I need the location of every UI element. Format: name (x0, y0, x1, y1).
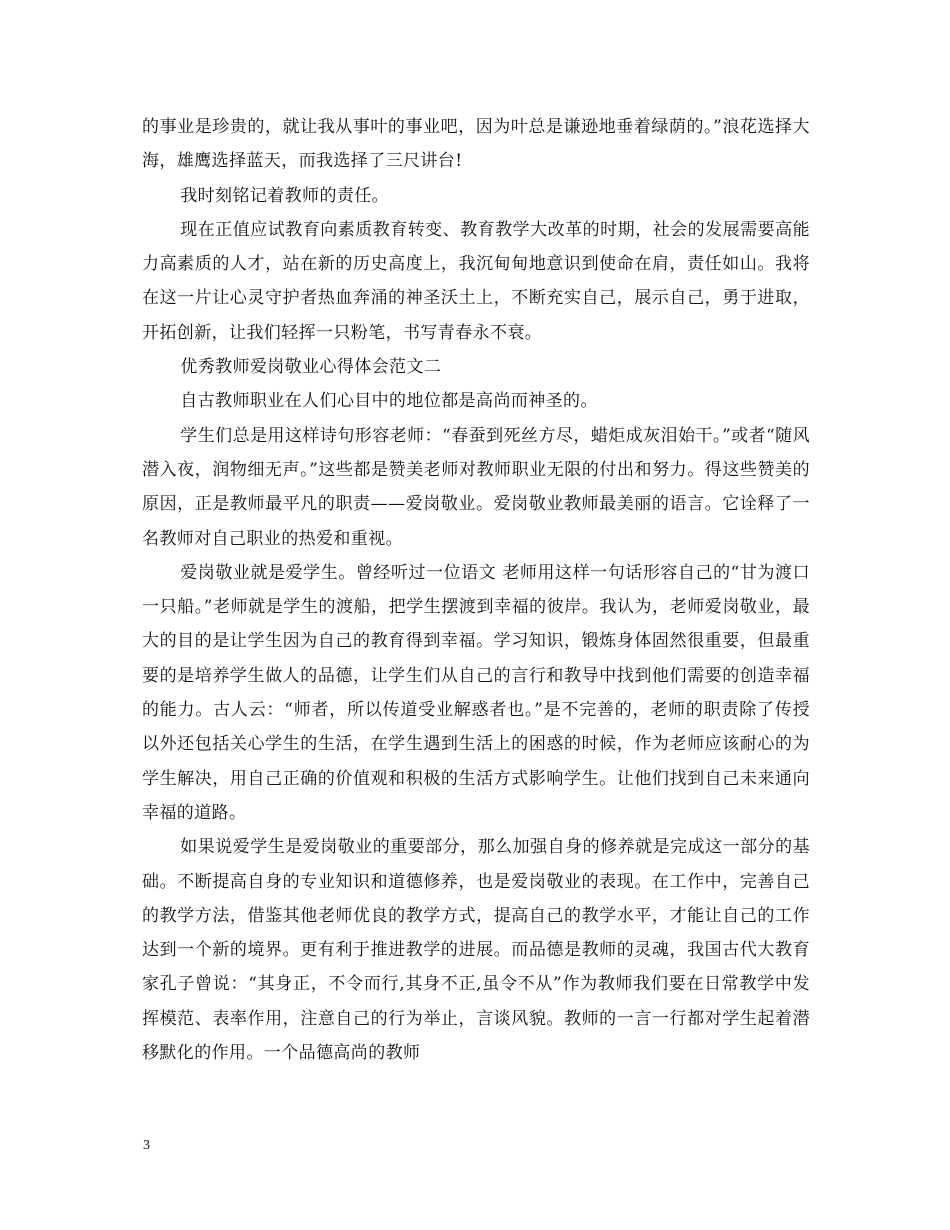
section-heading: 优秀教师爱岗敬业心得体会范文二 (180, 357, 442, 378)
paragraph-continuation: 的事业是珍贵的，就让我从事叶的事业吧，因为叶总是谦逊地垂着绿荫的。”浪花选择大海，雄鹰选择蓝天，而我选择了三尺讲台! (142, 117, 810, 172)
page-number: 3 (143, 1138, 150, 1153)
paragraph-responsibility: 我时刻铭记着教师的责任。 (180, 185, 390, 206)
paragraph-love-students: 爱岗敬业就是爱学生。曾经听过一位语文 老师用这样一句话形容自己的“甘为渡口一只船。”老师就是学生的渡船，把学生摆渡到幸福的彼岸。我认为，老师爱岗敬业，最大的目的是让学生因为自己的教育得到幸福。学习知识，锻炼身体固然很重要，但最重要的是培养学生做人的品德，让学生们从自己的言行和教导中找到他们需要的创造幸福的能力。古人云：“师者，所以传道受业解惑者也。”是不完善的，老师的职责除了传授以外还包括关心学生的生活，在学生遇到生活上的困惑的时候，作为老师应该耐心的为学生解决，用自己正确的价值观和积极的生活方式影响学生。让他们找到自己未来通向幸福的道路。 (142, 562, 810, 823)
paragraph-education-reform: 现在正值应试教育向素质教育转变、教育教学大改革的时期，社会的发展需要高能力高素质的人才，站在新的历史高度上，我沉甸甸地意识到使命在肩，责任如山。我将在这一片让心灵守护者热血奔涌的神圣沃土上，不断充实自己，展示自己，勇于进取，开拓创新，让我们轻挥一只粉笔，书写青春永不衰。 (142, 219, 810, 343)
document-body (142, 110, 810, 1070)
paragraph-self-cultivation: 如果说爱学生是爱岗敬业的重要部分，那么加强自身的修养就是完成这一部分的基础。不断提高自身的专业知识和道德修养，也是爱岗敬业的表现。在工作中，完善自己的教学方法，借鉴其他老师优良的教学方式，提高自己的教学水平，才能让自己的工作达到一个新的境界。更有利于推进教学的进展。而品德是教师的灵魂，我国古代大教育家孔子曾说：“其身正，不令而行,其身不正,虽令不从”作为教师我们要在日常教学中发挥模范、表率作用，注意自己的行为举止，言谈风貌。教师的一言一行都对学生起着潜移默化的作用。一个品德高尚的教师 (142, 837, 810, 1064)
paragraph-teacher-status: 自古教师职业在人们心目中的地位都是高尚而神圣的。 (180, 391, 598, 412)
paragraph-poetry-praise: 学生们总是用这样诗句形容老师：“春蚕到死丝方尽，蜡炬成灰泪始干。”或者“随风潜入夜，润物细无声。”这些都是赞美老师对教师职业无限的付出和努力。得这些赞美的原因，正是教师最平凡的职责——爱岗敬业。爱岗敬业教师最美丽的语言。它诠释了一名教师对自己职业的热爱和重视。 (142, 425, 810, 549)
